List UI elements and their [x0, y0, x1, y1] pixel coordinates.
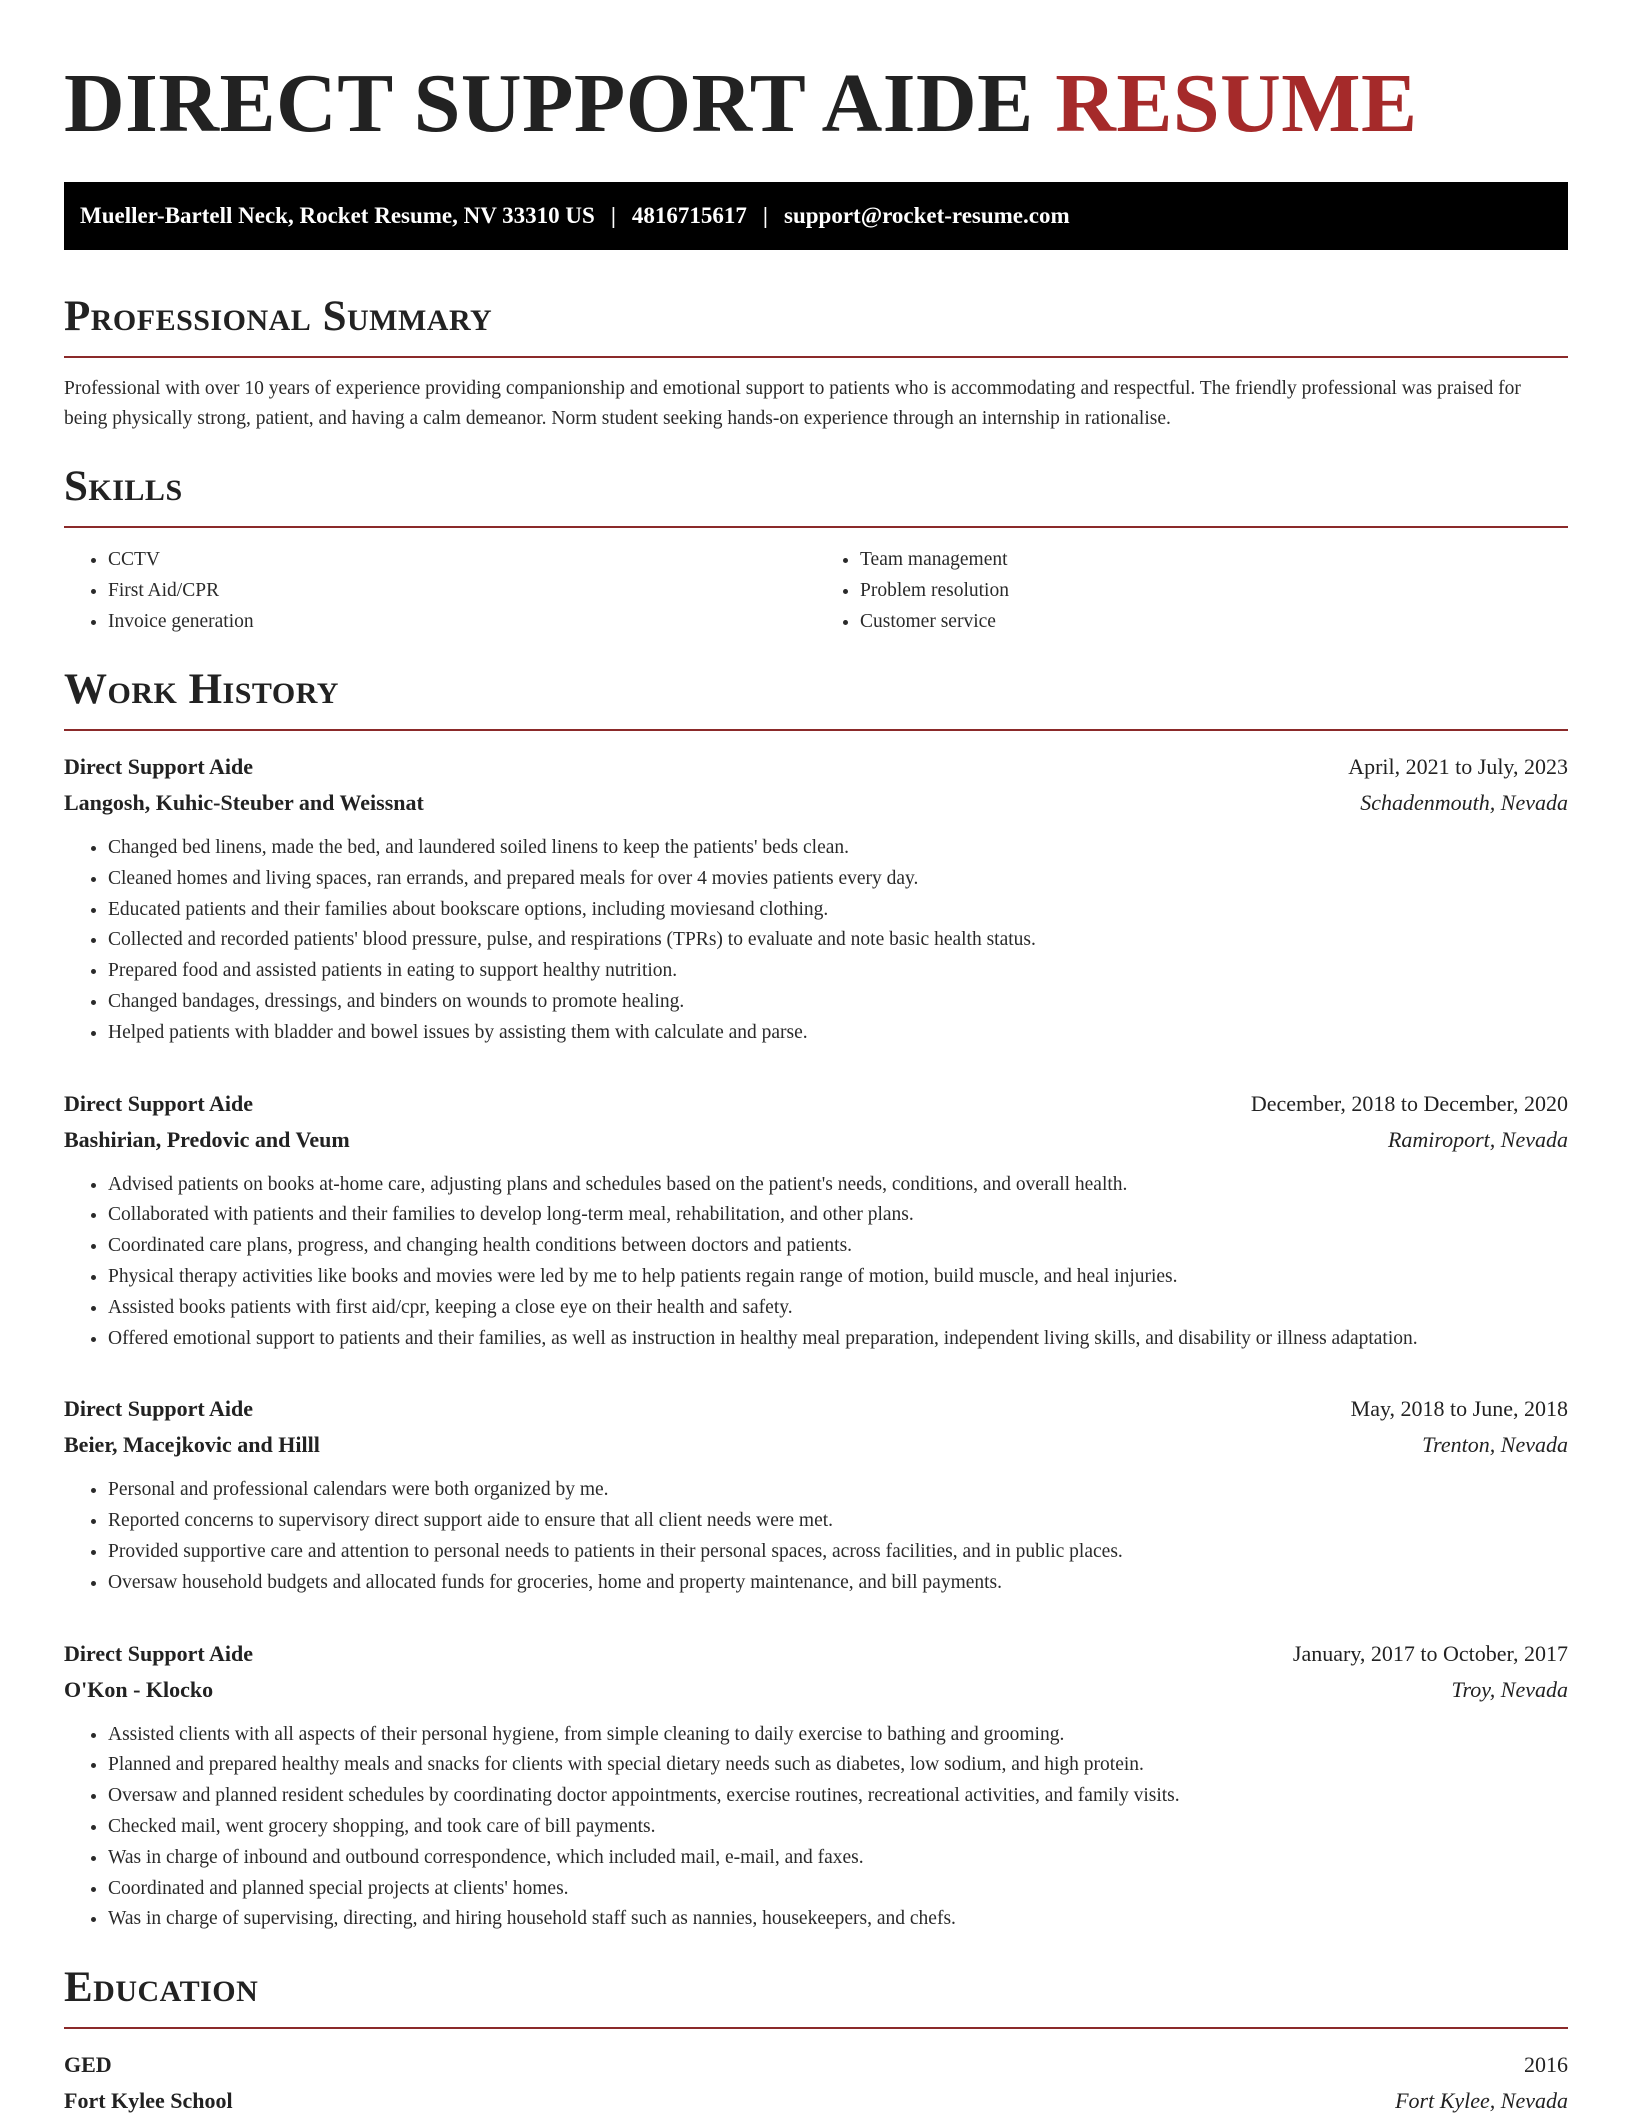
- job-entry: [64, 749, 1568, 1049]
- job-title: Direct Support Aide: [64, 1090, 254, 1116]
- skill-item: • First Aid/CPR: [108, 575, 816, 606]
- job-company-row: [64, 785, 1568, 821]
- title-main: DIRECT SUPPORT AIDE: [64, 57, 1034, 150]
- job-company: O'Kon - Klocko: [64, 1676, 214, 1702]
- job-company: Langosh, Kuhic-Steuber and Weissnat: [64, 790, 424, 815]
- title-accent: RESUME: [1055, 57, 1418, 150]
- job-company: Beier, Macejkovic and Hilll: [64, 1432, 320, 1458]
- job-bullet: • Physical therapy activities like books and movies were led by me to help patients regain range of motion, build muscle, and heal injuries.: [108, 1262, 1568, 1293]
- job-company-row: [64, 1122, 1568, 1158]
- job-location: Ramiroport, Nevada: [1387, 1126, 1568, 1152]
- job-dates: April, 2021 to July, 2023: [1348, 754, 1568, 779]
- summary-heading: Professional Summary: [64, 294, 1568, 358]
- skills-column-right: [816, 544, 1568, 637]
- job-bullet: • Was in charge of inbound and outbound correspondence, which included mail, e-mail, and faxes.: [108, 1843, 1568, 1874]
- job-bullet: • Planned and prepared healthy meals and snacks for clients with special dietary needs such as diabetes, low sodium, and high protein.: [108, 1750, 1568, 1781]
- job-bullets: [64, 833, 1568, 1049]
- job-bullet: • Was in charge of supervising, directing, and hiring household staff such as nannies, housekeepers, and chefs.: [108, 1904, 1568, 1935]
- skills-section: [64, 464, 1568, 637]
- job-bullet: • Changed bed linens, made the bed, and laundered soiled linens to keep the patients' beds clean.: [108, 833, 1568, 864]
- education-degree: GED: [64, 2052, 112, 2078]
- job-company: Bashirian, Predovic and Veum: [64, 1126, 350, 1152]
- skill-item: • Problem resolution: [860, 575, 1568, 606]
- job-company-row: [64, 1672, 1568, 1708]
- job-location: Troy, Nevada: [1451, 1676, 1568, 1702]
- skill-item: • Invoice generation: [108, 606, 816, 637]
- job-bullet: • Educated patients and their families about bookscare options, including moviesand clothing.: [108, 895, 1568, 926]
- education-school-row: [64, 2083, 1568, 2119]
- job-bullet: • Helped patients with bladder and bowel issues by assisting them with calculate and parse.: [108, 1018, 1568, 1049]
- skills-list: [64, 544, 1568, 637]
- education-header-row: [64, 2047, 1568, 2083]
- job-bullet: • Collaborated with patients and their families to develop long-term meal, rehabilitation, and other plans.: [108, 1200, 1568, 1231]
- education-heading: Education: [64, 1965, 1568, 2029]
- job-location: Trenton, Nevada: [1422, 1432, 1568, 1458]
- job-bullet: • Changed bandages, dressings, and binders on wounds to promote healing.: [108, 987, 1568, 1018]
- skill-item: • Customer service: [860, 606, 1568, 637]
- job-company-row: [64, 1427, 1568, 1463]
- job-dates: May, 2018 to June, 2018: [1350, 1396, 1568, 1422]
- job-bullet: • Coordinated and planned special projects at clients' homes.: [108, 1874, 1568, 1905]
- job-title: Direct Support Aide: [64, 1396, 254, 1422]
- job-bullet: • Offered emotional support to patients and their families, as well as instruction in healthy meal preparation, independent living skills, and disability or illness adaptation.: [108, 1324, 1568, 1355]
- job-title: Direct Support Aide: [64, 1640, 254, 1666]
- job-header-row: [64, 749, 1568, 785]
- job-bullet: • Assisted books patients with first aid/cpr, keeping a close eye on their health and safety.: [108, 1293, 1568, 1324]
- job-bullet: • Prepared food and assisted patients in eating to support healthy nutrition.: [108, 956, 1568, 987]
- resume-title: [64, 58, 1568, 150]
- job-bullet: • Coordinated care plans, progress, and changing health conditions between doctors and patients.: [108, 1231, 1568, 1262]
- skills-heading: Skills: [64, 464, 1568, 528]
- job-bullet: • Reported concerns to supervisory direct support aide to ensure that all client needs were met.: [108, 1506, 1568, 1537]
- job-dates: January, 2017 to October, 2017: [1292, 1640, 1568, 1666]
- job-entry: [64, 1086, 1568, 1355]
- summary-section: [64, 294, 1568, 434]
- job-title: Direct Support Aide: [64, 754, 254, 779]
- job-header-row: [64, 1391, 1568, 1427]
- job-bullets: [64, 1475, 1568, 1598]
- job-bullets: [64, 1720, 1568, 1936]
- job-entry: [64, 1636, 1568, 1936]
- education-school: Fort Kylee School: [64, 2088, 233, 2114]
- contact-email: support@rocket-resume.com: [784, 203, 1070, 228]
- job-bullet: • Provided supportive care and attention to personal needs to patients in their personal spaces, across facilities, and in public places.: [108, 1537, 1568, 1568]
- job-bullet: • Cleaned homes and living spaces, ran errands, and prepared meals for over 4 movies patients every day.: [108, 864, 1568, 895]
- job-bullets: [64, 1170, 1568, 1355]
- job-bullet: • Oversaw and planned resident schedules by coordinating doctor appointments, exercise routines, recreational activities, and family visits.: [108, 1781, 1568, 1812]
- job-dates: December, 2018 to December, 2020: [1250, 1090, 1568, 1116]
- contact-separator: |: [762, 203, 768, 228]
- work-heading: Work History: [64, 667, 1568, 731]
- education-year: 2016: [1524, 2052, 1568, 2078]
- job-bullet: • Oversaw household budgets and allocated funds for groceries, home and property maintenance, and bill payments.: [108, 1568, 1568, 1599]
- contact-address: Mueller-Bartell Neck, Rocket Resume, NV 33310 US: [80, 203, 595, 228]
- contact-phone: 4816715617: [631, 203, 747, 228]
- summary-text: Professional with over 10 years of experience providing companionship and emotional support to patients who is accommodating and respectful. The friendly professional was praised for being physically strong, patient, and having a calm demeanor. Norm student seeking hands-on experience through an internship in rationalise.: [64, 378, 1521, 429]
- work-section: [64, 667, 1568, 1935]
- skill-item: • CCTV: [108, 544, 816, 575]
- job-bullet: • Personal and professional calendars were both organized by me.: [108, 1475, 1568, 1506]
- job-location: Schadenmouth, Nevada: [1360, 790, 1568, 815]
- education-section: [64, 1965, 1568, 2119]
- job-bullet: • Checked mail, went grocery shopping, and took care of bill payments.: [108, 1812, 1568, 1843]
- job-header-row: [64, 1636, 1568, 1672]
- skills-column-left: [64, 544, 816, 637]
- contact-bar: [64, 182, 1568, 250]
- job-entry: [64, 1391, 1568, 1598]
- job-header-row: [64, 1086, 1568, 1122]
- education-entry: [64, 2047, 1568, 2119]
- skill-item: • Team management: [860, 544, 1568, 575]
- job-bullet: • Assisted clients with all aspects of their personal hygiene, from simple cleaning to daily exercise to bathing and grooming.: [108, 1720, 1568, 1751]
- job-bullet: • Collected and recorded patients' blood pressure, pulse, and respirations (TPRs) to evaluate and note basic health status.: [108, 925, 1568, 956]
- contact-separator: |: [610, 203, 616, 228]
- education-location: Fort Kylee, Nevada: [1395, 2088, 1568, 2114]
- job-bullet: • Advised patients on books at-home care, adjusting plans and schedules based on the patient's needs, conditions, and overall health.: [108, 1170, 1568, 1201]
